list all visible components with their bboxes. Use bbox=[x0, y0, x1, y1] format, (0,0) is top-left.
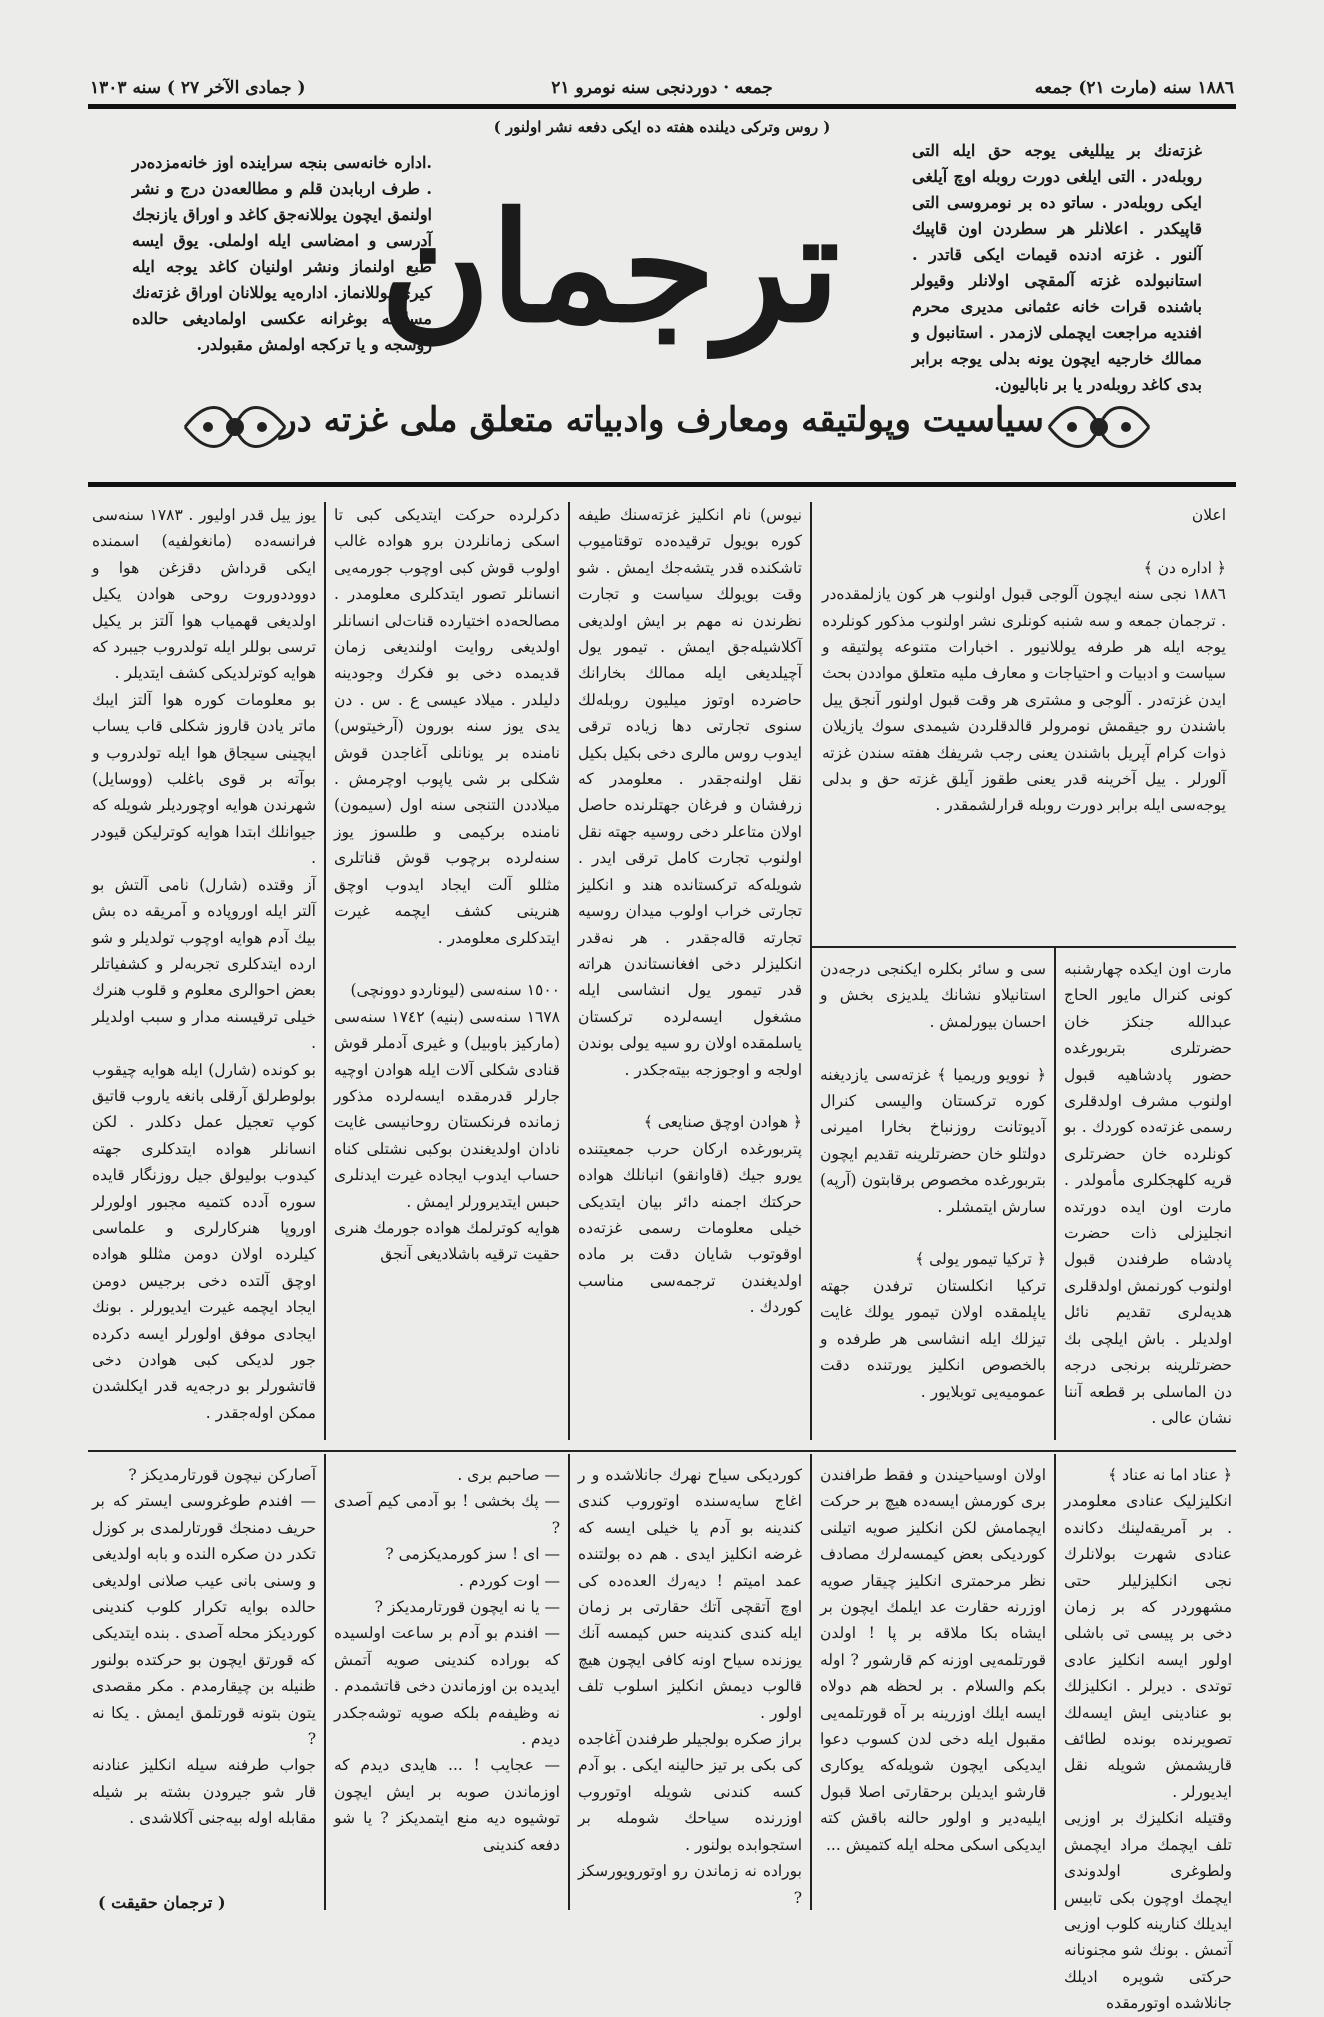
column-divider bbox=[1054, 946, 1056, 1440]
subtitle-text: سیاسیت وپولتیقه ومعارف وادبیاته متعلق ملی غزته در bbox=[280, 400, 1044, 440]
stubbornness-story-part2: اولان اوسیاحیندن و فقط طرافندن بری کورمش ایسه‌ده هیچ بر حرکت ایچمامش لکن انکلیز صویه اتیلنی کوردیکی بعض کیمسه‌لرك مصادف نظر مرحمتری انکلیز چیقار صویه اوزرنه حقارت عد ایلمك ایچون بر ایشاه بکا ملاقه بر پا ! اولدن قورتلمه‌یی اوزنه کم قارشور ? اوله بکم والسلام . بر لحظه هم دولاه ایسه ایلك اوزرینه بر آه قورتلمه‌یی مقبول ایله دخی لدن کسوب دعوا ایدیکی ایچون شویله‌که یوکاری قارشو ایدیلن برحقارتی اصلا قبول ایلیه‌دیر و اولور حالنه باقش کته ایدیکی اسکی محله ایله کتمیش ... bbox=[820, 1466, 1046, 1854]
column-divider bbox=[568, 502, 570, 1440]
date-line bbox=[90, 74, 1234, 108]
subscription-notice: غزته‌نك بر ییللیغی یوجه حق ایله التی روبله‌در . التی ایلغی دورت روبله اوچ آیلغی ایکی روبله‌در . ساتو ده بر نومروسی التی قاپیکدر . اعلانلر هر سطردن اون قاپیك آلنور . غزته ادنده قیمات ایکی قاتدر . استانبولده غزته آلمقچی اولانلر وقیولر باشنده قرات خانه عثمانی مدیری محرم افندیه مراجعت ایچملی لازمدر . استانبول و ممالك خارجیه ایچون یونه بدلی یوجه برابر بدی کاغد روبله‌در یا بر نابالیون. bbox=[912, 141, 1202, 394]
column-divider bbox=[810, 502, 812, 1440]
section-rule bbox=[812, 946, 1236, 948]
aviation-article: دکرلرده حرکت ایتدیکی کبی تا اسکی زمانلردن برو هواده غالب اولوب قوش کبی اوچوب جورمه‌یی انسانلر تصور ایتدکلری معلومدر . مصالحه‌ده اختیارده قنات‌لی انسانلر اولدیغی روایت اولندیغی زمان قدیمده دخی بو فکرك وجودینه دلیلدر . میلاد عیسی ع . س . دن یدی یوز سنه بورون (آرخیتوس) نامنده بر یونانلی آغاجدن قوش شکلی بر شی یاپوب اوچرمش . میلاددن التنجی سنه اول (سیمون) نامنده برکیمی و طلسوز یوز سنه‌لرده برچوب قوش قناتلری مثللو آلت ایجاد ایدوب اوچق هنرینی کشف ایچمه غیرت ایتدکلری معلومدر . ١٥٠٠ سنه‌سی (لیوناردو دوونچی) ١٦٧٨ سنه‌سی (بنیه) ١٧٤٢ سنه‌سی (مارکیز باوبیل) و غیری آدملر قوش قنادی شکلی آلات ایله هوادن اوچیه جارلر قدرمقده ایسه‌لرده مذکور زمانده فرنکستان روحانیسی غایت نادان اولدیغندن بوکبی نشتلی کناه حساب ایدوب ایجاده غیرت ایدنلری حبس ایتدیرورلر ایمش . هوایه کوترلمك هواده جورمك هنری حقیت ترقیه باشلادیغی آنجق bbox=[334, 506, 560, 1264]
administration-notice: .اداره خانه‌سی بنجه سراینده اوز خانه‌مزده‌در . طرف اربابدن قلم و مطالعه‌دن درج و نشر اولنمق ایچون یوللانه‌جق کاغد و اوراق یازنجك آدرسی و امضاسی ایله اولملی. یوق ایسه طبع اولنماز ونشر اولنیان کاغد یوجه ایله کیری یوللانماز. اداره‌یه یوللانان اوراق غزته‌نك مسلکنه بوغرانه عکسی اولمادیغی حالده روسجه و یا ترکجه اولمش مقبولدر. bbox=[132, 153, 432, 354]
column-divider bbox=[1054, 1454, 1056, 1910]
top-rule bbox=[88, 104, 1236, 109]
announcement-article: اعلان ﴿ اداره دن ﴾ ١٨٨٦ نجی سنه ایچون آلوجی قبول اولنوب هر کون یازلمقده‌در . ترجمان جمعه و سه شنبه کونلری نشر اولنوب مذکور کونلرده یوجه ایله هر طرفه یوللانیور . اخبارات متنوعه پولتیقه و سیاست و ادبیات و احتیاجات و معارف ملیه متعلق مواددن بحث ایدن غزته‌در . آلوجی و مشتری هر وقت قبول اولنور آنجق ییل باشندن رو جیقمش نومرولر قالدقلردن شیمدی سوك یازیلان ذوات کرام آپریل باشندن یعنی رجب شریفك هفته سندن غزته آلورلر . ییل آخرینه قدر یعنی طقوز آیلق غزته حق و بدلی یوجه‌سی ایله برابر دورت روبله قرارلشمقدر . bbox=[822, 506, 1226, 815]
stubbornness-dialogue: — صاحبم بری . — پك بخشی ! بو آدمی کیم آصدی ? — ای ! سز کورمدیکزمی ? — اوت کوردم . — یا نه ایچون قورتارمدیکز ? — افندم بو آدم بر ساعت اولسیده که بوراده کندینی صویه آتمش ایدیده بن اوزماندن دخی قاتشمدم . نه وظیفه‌م بلکه صویه توشه‌جکدر دیدم . — عجایب ! ... هایدی دیدم که اوزماندن صوبه بر ایش ایچون توشیوه دیه منع ایتمدیکز ? یا شو دفعه کندینی bbox=[334, 1466, 560, 1854]
article-columns bbox=[88, 502, 1236, 2013]
aviation-article-continued: یوز ییل قدر اولیور . ١٧٨٣ سنه‌سی فرانسه‌ده (مانغولفیه) اسمنده ایکی قرداش دقزغن هوا و دووددوروت روحی هوادن یکیل اولدیغی قهمیاب هوا آلتز بر یکیل ترسی بوللر ایله تولدروب جیبرد که هوایه کوترلدیکی کشف ایتدیلر . بو معلومات کوره هوا آلتز ایبك ماتر یادن قاروز شکلی قاب یساب ایچینی سیجاق هوا ایله تولدروب و بوآته بر قوی باغلب (ووسایل) شهرندن هوایه اوچوردیلر شویله که جیوانلك ابتدا هوایه کوترلیکن قیودر . آز وقتده (شارل) نامی آلتش بو آلتر ایله اوروپاده و آمریقه ده بش بیك آدم هوایه اوچوب تولدیلر و شو ارده ایتدکلری تجربه‌لر و کشفیاتلر بعض احوالری معلوم و قلوب هنرك خیلی ترقیسنه مدار و سبب اولدیلر . بو کونده (شارل) ایله هوایه چیقوب بولوطرلق آرقلی بانغه یاروب قاتیق کوپ تعجیل عمل دکلدر . لکن انسانلر هواده ایتدکلری جهته کیدوب بولیولق جیل روزنگار قایده سوره آدده کتمیه مجبور اولورلر اوروپا هنرکارلری و علماسی کیلرده اولان دومن مثللو هواده اوچق آلتده دخی برجیس دومن ایجاد ایچمه غیرت ایدیورلر . بونك ایجادی موفق اولورلر ایسه دکرده جور لدیکی کبی هوادن دخی قاتشورلر بو درجه‌یه قدر ایکلشدن ممکن اوله‌جقدر . bbox=[92, 506, 317, 1422]
news-item-railway: سی و سائر بکلره ایکنجی درجه‌دن استانیلاو نشانك یلدیزی بخش و احسان بیورلمش . ﴿ نوویو وریمیا ﴾ غزته‌سی یازدیغنه کوره ترکستان والیسی کنرال آدیوتانت روزنباخ بخارا امیرنی دولتلو خان حضرتلرینه تقدیم ایچون بتربورغده مخصوص برقابتون (آرپه) سارش ایتمشلر . ﴿ ترکیا تیمور یولی ﴾ ترکیا انکلستان ترفدن جهته یاپلمقده اولان تیمور یولك غایت تیزلك ایله انشاسی هر طرفده و بالخصوص انکلیز یورتنده دقت عمومیه‌یی توبلایور . bbox=[820, 960, 1046, 1401]
stubbornness-story: ﴿ عناد اما نه عناد ﴾ انکلیزلیک عنادی معلومدر . بر آمریقه‌لینك دکانده عنادی شهرت بولانلرك نجی انکلیزلیلر حتی مشهوردر که بر زمان دخی بر پیسی تی باشلی اولور ایسه انکلیز عادی توتدی . دیرلر . انکلیزلك بو عنادینی ایش ایسه‌لك تصویرنده بونده لطائف قاریشمش شویله نقل ایدیورلر . وقتیله انکلیزك بر اوزیی تلف ایچمك مراد ایچمش ولطوغری اولدوندی ایچمك اوچون بکی تابیس ایدیلك کنارینه کلوب اوزیی آتمش . بونك شو مجنونانه حرکتی شویره ادیلك جانلاشده اوتورمقده bbox=[1064, 1466, 1232, 2013]
floral-ornament-icon bbox=[180, 396, 290, 458]
stubbornness-story-part3: کوردیکی سیاح نهرك جانلاشده و ر اغاج سایه‌سنده اوتوروب کندی کندینه بو آدم یا خیلی ایسه که غرضه انکلیز ایدی . هم ده بولتنده عمد امیتم ! دیه‌رك العده‌ده کی اوچ آتقچی آتك حقارتی بر زمان ایله کندی کندینه حس کیمسه آنك یوزنده سیاح اونه کافی ایچون هیچ قالوب دیمش انکلیز اسلوب تلف اولور . براز صکره بولجیلر طرفندن آغاجده کی بکی بر تیز حالینه ایکی . بو آدم کسه کندنی شویله اوتوروب اوزرنده سیاحك شومله بر استجوابده بولنور . بوراده نه زماندن رو اوتورویورسکز ? bbox=[578, 1466, 802, 1907]
column-divider bbox=[324, 502, 326, 1440]
news-item-khan: مارت اون ایکده چهارشنبه کونی کنرال مایور الحاج عبدالله جنکز خان حضرتلری بتربورغده حضور پادشاهیه قبول اولنوب مشرف اولدقلری رسمی غزته‌ده کوردك . بو کونلرده خان حضرتلری قریه کلهجکلری مأمولدر . مارت اون ایده دورتده انجلیزلی ذات حضرت پادشاه طرفندن قبول اولنوب کورنمش اولدقلری هدیه‌لری تقدیم نائل اولدیلر . باش ایلچی بك حضرتلرینه برنجی درجه دن الماسلی بر قطعه آننا نشان عالی . bbox=[1064, 960, 1232, 1427]
column-divider bbox=[324, 1454, 326, 1910]
masthead-rule bbox=[88, 482, 1236, 487]
column-divider bbox=[568, 1454, 570, 1910]
tagline: ( روس وترکی دیلنده هفته ده ایکی دفعه نشر اولنور ) bbox=[493, 118, 831, 136]
issue-number: جمعه · دوردنجی سنه نومرو ٢١ bbox=[551, 78, 773, 98]
gregorian-date: ١٨٨٦ سنه (مارت ٢١) جمعه bbox=[1034, 78, 1234, 98]
hijri-date: ( جمادى الآخر ٢٧ ) سنه ١٣٠٣ bbox=[90, 78, 306, 98]
translator-signature: ( ترجمان حقیقت ) bbox=[98, 1893, 226, 1912]
floral-ornament-icon bbox=[1044, 396, 1154, 458]
subtitle-banner bbox=[180, 396, 1154, 460]
railway-article: نیوس) نام انکلیز غزته‌سنك طیفه کوره بویول ترقیده‌ده توقتامیوب تاشکنده قدر یتشه‌جك ایمش . شو وقت بویولك سیاست و تجارت نظرندن نه مهم بر ایش اولدیغی آکلاشیله‌جق ایمش . تیمور یول آچیلدیغی ایله ممالك بخارانك حاضرده اوتوز میلیون روبله‌لك سنوی تجارتی دها زیاده ترقی ایدوب روس مالری دخی بکیل بکیل نقل اولنه‌جقدر . معلومدر که زرفشان و فرغان جهتلرنده حاصل اولان متاعلر دخی روسیه جهته نقل اولنوب تجارت کامل ترقی ایدر . شویله‌که ترکستانده هند و انکلیز تجارتی خراب اولوب میدان روسیه تجارته قاله‌جقدر . هر نه‌قدر انکلیزلر دخی افغانستاندن هراته قدر تیمور یول انشاسی ایله مشغول ایسه‌لرده ترکستان یاسلمقده اولان رو سیه یولی بوندن اولجه و اوجوزجه بیته‌جکدر . ﴿ هوادن اوچق صنایعی ﴾ پتربورغده ارکان حرب جمعیتنده یورو جیك (قاوانقو) انبانلك هواده حرکتك اجمنه دائر بیان ایتدیکی خیلی معلومات رسمی غزته‌ده اوقوتوب شایان دقت بر ماده اولدیغندن ترجمه‌سی مناسب کوردك . bbox=[578, 506, 802, 1317]
stubbornness-dialogue-end: آصارکن نیچون قورتارمدیکز ? — افندم طوغروسی ایستر که بر حریف دمنجك قورتارلمدی بر کوزل تکدر دن صکره النده و بابه اولدیغی و وسنی بانی عیب صلانی اولدیغی حالده بوایه تکرار کلوب کندینی کوردیکز محله آصدی . بنده ایتدیکی که قورتق ایچون بو حرکتده بولنور ظنیله بن چیقارمدم . مکر مقصدی یتون بتونه قورتلمق ایمش . یکا نه ? جواب طرفنه سیله انکلیز عنادنه قار شو جیرودن بشته بر شیله مقابله اوله بیه‌جنی آکلاشدی . bbox=[92, 1466, 316, 1828]
section-rule bbox=[88, 1450, 1236, 1452]
newspaper-title: ترجمان bbox=[380, 180, 840, 356]
column-divider bbox=[810, 1454, 812, 1910]
